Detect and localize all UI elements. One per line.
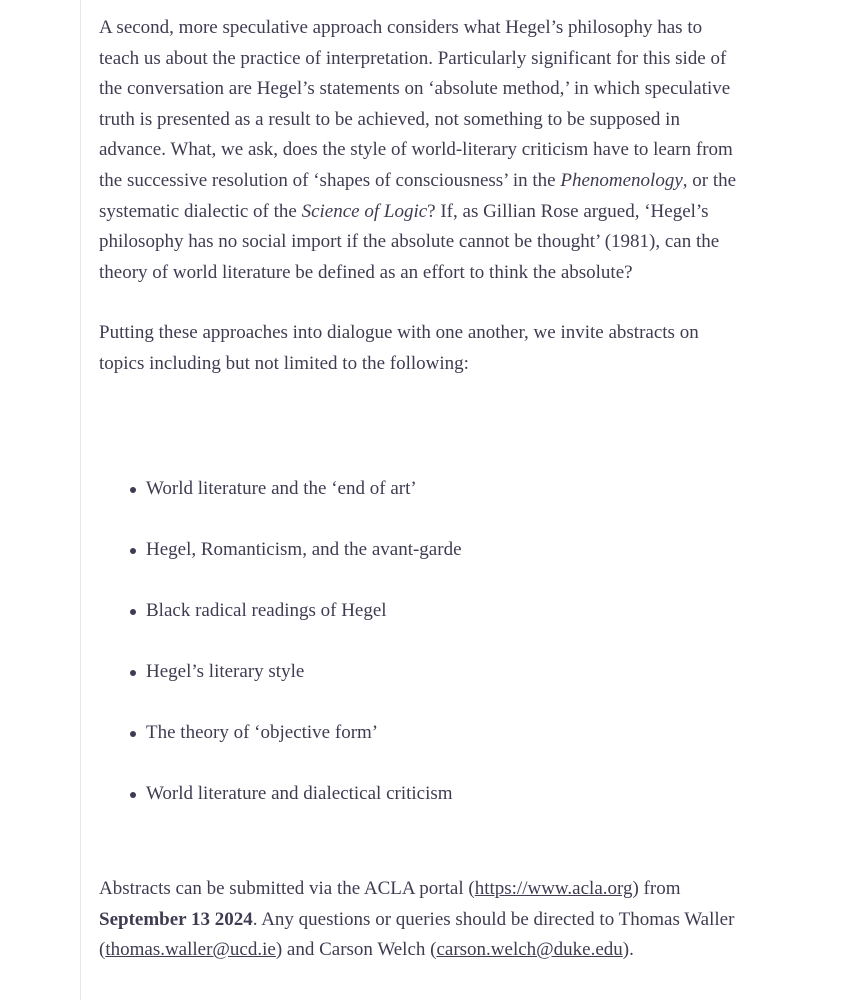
submission-date: September 13 2024 [99,908,253,930]
list-item: World literature and dialectical criticism [99,779,739,810]
list-item: Hegel’s literary style [99,657,739,688]
left-border-rule [80,0,81,1000]
paragraph-invitation: Putting these approaches into dialogue with one another, we invite abstracts on topics including but not limited to the following: [99,322,699,374]
list-item: Hegel, Romanticism, and the avant-garde [99,535,739,566]
acla-portal-link[interactable]: https://www.acla.org [474,878,633,900]
list-item: World literature and the ‘end of art’ [99,474,739,505]
list-item: Black radical readings of Hegel [99,596,739,627]
paragraph-speculative-approach: A second, more speculative approach considers what Hegel’s philosophy has to teach us about the practice of interpretation. Particularly significant for this side of the conversation are Hegel’s statements on ‘absolute method,’ in which speculative truth is presented as a result to be achieved, not something to be supposed in advance. What, we ask, does the style of world-literary criticism have to learn from the successive resolution of ‘shapes of consciousness’ in the Phenomenology, or the systematic dialectic of the Science of Logic? If, as Gillian Rose argued, ‘Hegel’s philosophy has no social import if the absolute cannot be thought’ (1981), can the theory of world literature be defined as an effort to think the absolute? [99,17,737,283]
list-item: The theory of ‘objective form’ [99,718,739,749]
email-link-carson-welch[interactable]: carson.welch@duke.edu [436,939,623,961]
phenomenology-title: Phenomenology [560,169,683,191]
email-link-thomas-waller[interactable]: thomas.waller@ucd.ie [105,939,276,961]
article-body [99,13,739,966]
science-of-logic-title: Science of Logic [301,200,428,222]
topics-list [99,474,739,811]
paragraph-submission: Abstracts can be submitted via the ACLA portal (https://www.acla.org) from September 13 2024. Any questions or queries should be directed to Thomas Waller (thomas.waller@ucd.ie) and Carson Welch (carson.welch@duke.edu). [99,878,735,961]
